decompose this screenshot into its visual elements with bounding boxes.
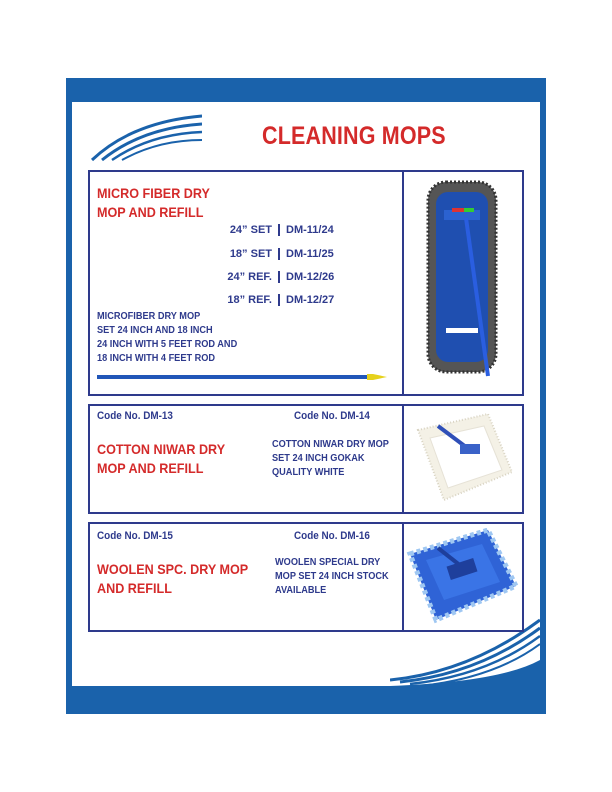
product-code-left: Code No. DM-15 bbox=[97, 530, 173, 542]
microfiber-mop-image bbox=[426, 178, 498, 378]
spec-row bbox=[212, 224, 334, 241]
spec-size: 24” SET bbox=[212, 224, 280, 236]
spec-code: DM-11/25 bbox=[286, 248, 334, 260]
product-code-left: Code No. DM-13 bbox=[97, 410, 173, 422]
spec-code: DM-12/27 bbox=[286, 294, 335, 306]
section1-desc-line: 24 INCH WITH 5 FEET ROD AND bbox=[97, 339, 238, 350]
section1-desc-line: 18 INCH WITH 4 FEET ROD bbox=[97, 353, 216, 364]
page-title: CLEANING MOPS bbox=[262, 122, 446, 150]
section1-heading-line2: MOP AND REFILL bbox=[97, 204, 204, 220]
spec-size: 18” REF. bbox=[212, 294, 280, 306]
section3-heading-line1: WOOLEN SPC. DRY MOP bbox=[97, 561, 249, 577]
spec-code: DM-12/26 bbox=[286, 271, 335, 283]
spec-size: 18” SET bbox=[212, 248, 280, 260]
product-code-right: Code No. DM-16 bbox=[294, 530, 370, 542]
section1-heading-line1: MICRO FIBER DRY bbox=[97, 185, 210, 201]
section2-heading-line1: COTTON NIWAR DRY bbox=[97, 441, 226, 457]
section2-desc-line: QUALITY WHITE bbox=[272, 467, 345, 478]
spec-size: 24” REF. bbox=[212, 271, 280, 283]
section3-desc-line: WOOLEN SPECIAL DRY bbox=[275, 557, 381, 568]
spec-code: DM-11/24 bbox=[286, 224, 334, 236]
section-divider bbox=[402, 406, 404, 512]
mop-rod-image bbox=[97, 372, 387, 382]
section1-desc-line: SET 24 INCH AND 18 INCH bbox=[97, 325, 213, 336]
section3-desc-line: AVAILABLE bbox=[275, 585, 327, 596]
spec-row bbox=[212, 248, 334, 265]
section2-heading-line2: MOP AND REFILL bbox=[97, 460, 204, 476]
decorative-swoosh-top bbox=[72, 102, 202, 162]
spec-row bbox=[212, 271, 334, 288]
product-code-right: Code No. DM-14 bbox=[294, 410, 370, 422]
cotton-mop-image bbox=[408, 410, 518, 508]
spec-row bbox=[212, 294, 334, 311]
section3-heading-line2: AND REFILL bbox=[97, 580, 172, 596]
section2-desc-line: COTTON NIWAR DRY MOP bbox=[272, 439, 389, 450]
section-divider bbox=[402, 172, 404, 394]
woolen-mop-image bbox=[404, 528, 520, 626]
section2-desc-line: SET 24 INCH GOKAK bbox=[272, 453, 365, 464]
section3-desc-line: MOP SET 24 INCH STOCK bbox=[275, 571, 389, 582]
section1-desc-line: MICROFIBER DRY MOP bbox=[97, 311, 201, 322]
